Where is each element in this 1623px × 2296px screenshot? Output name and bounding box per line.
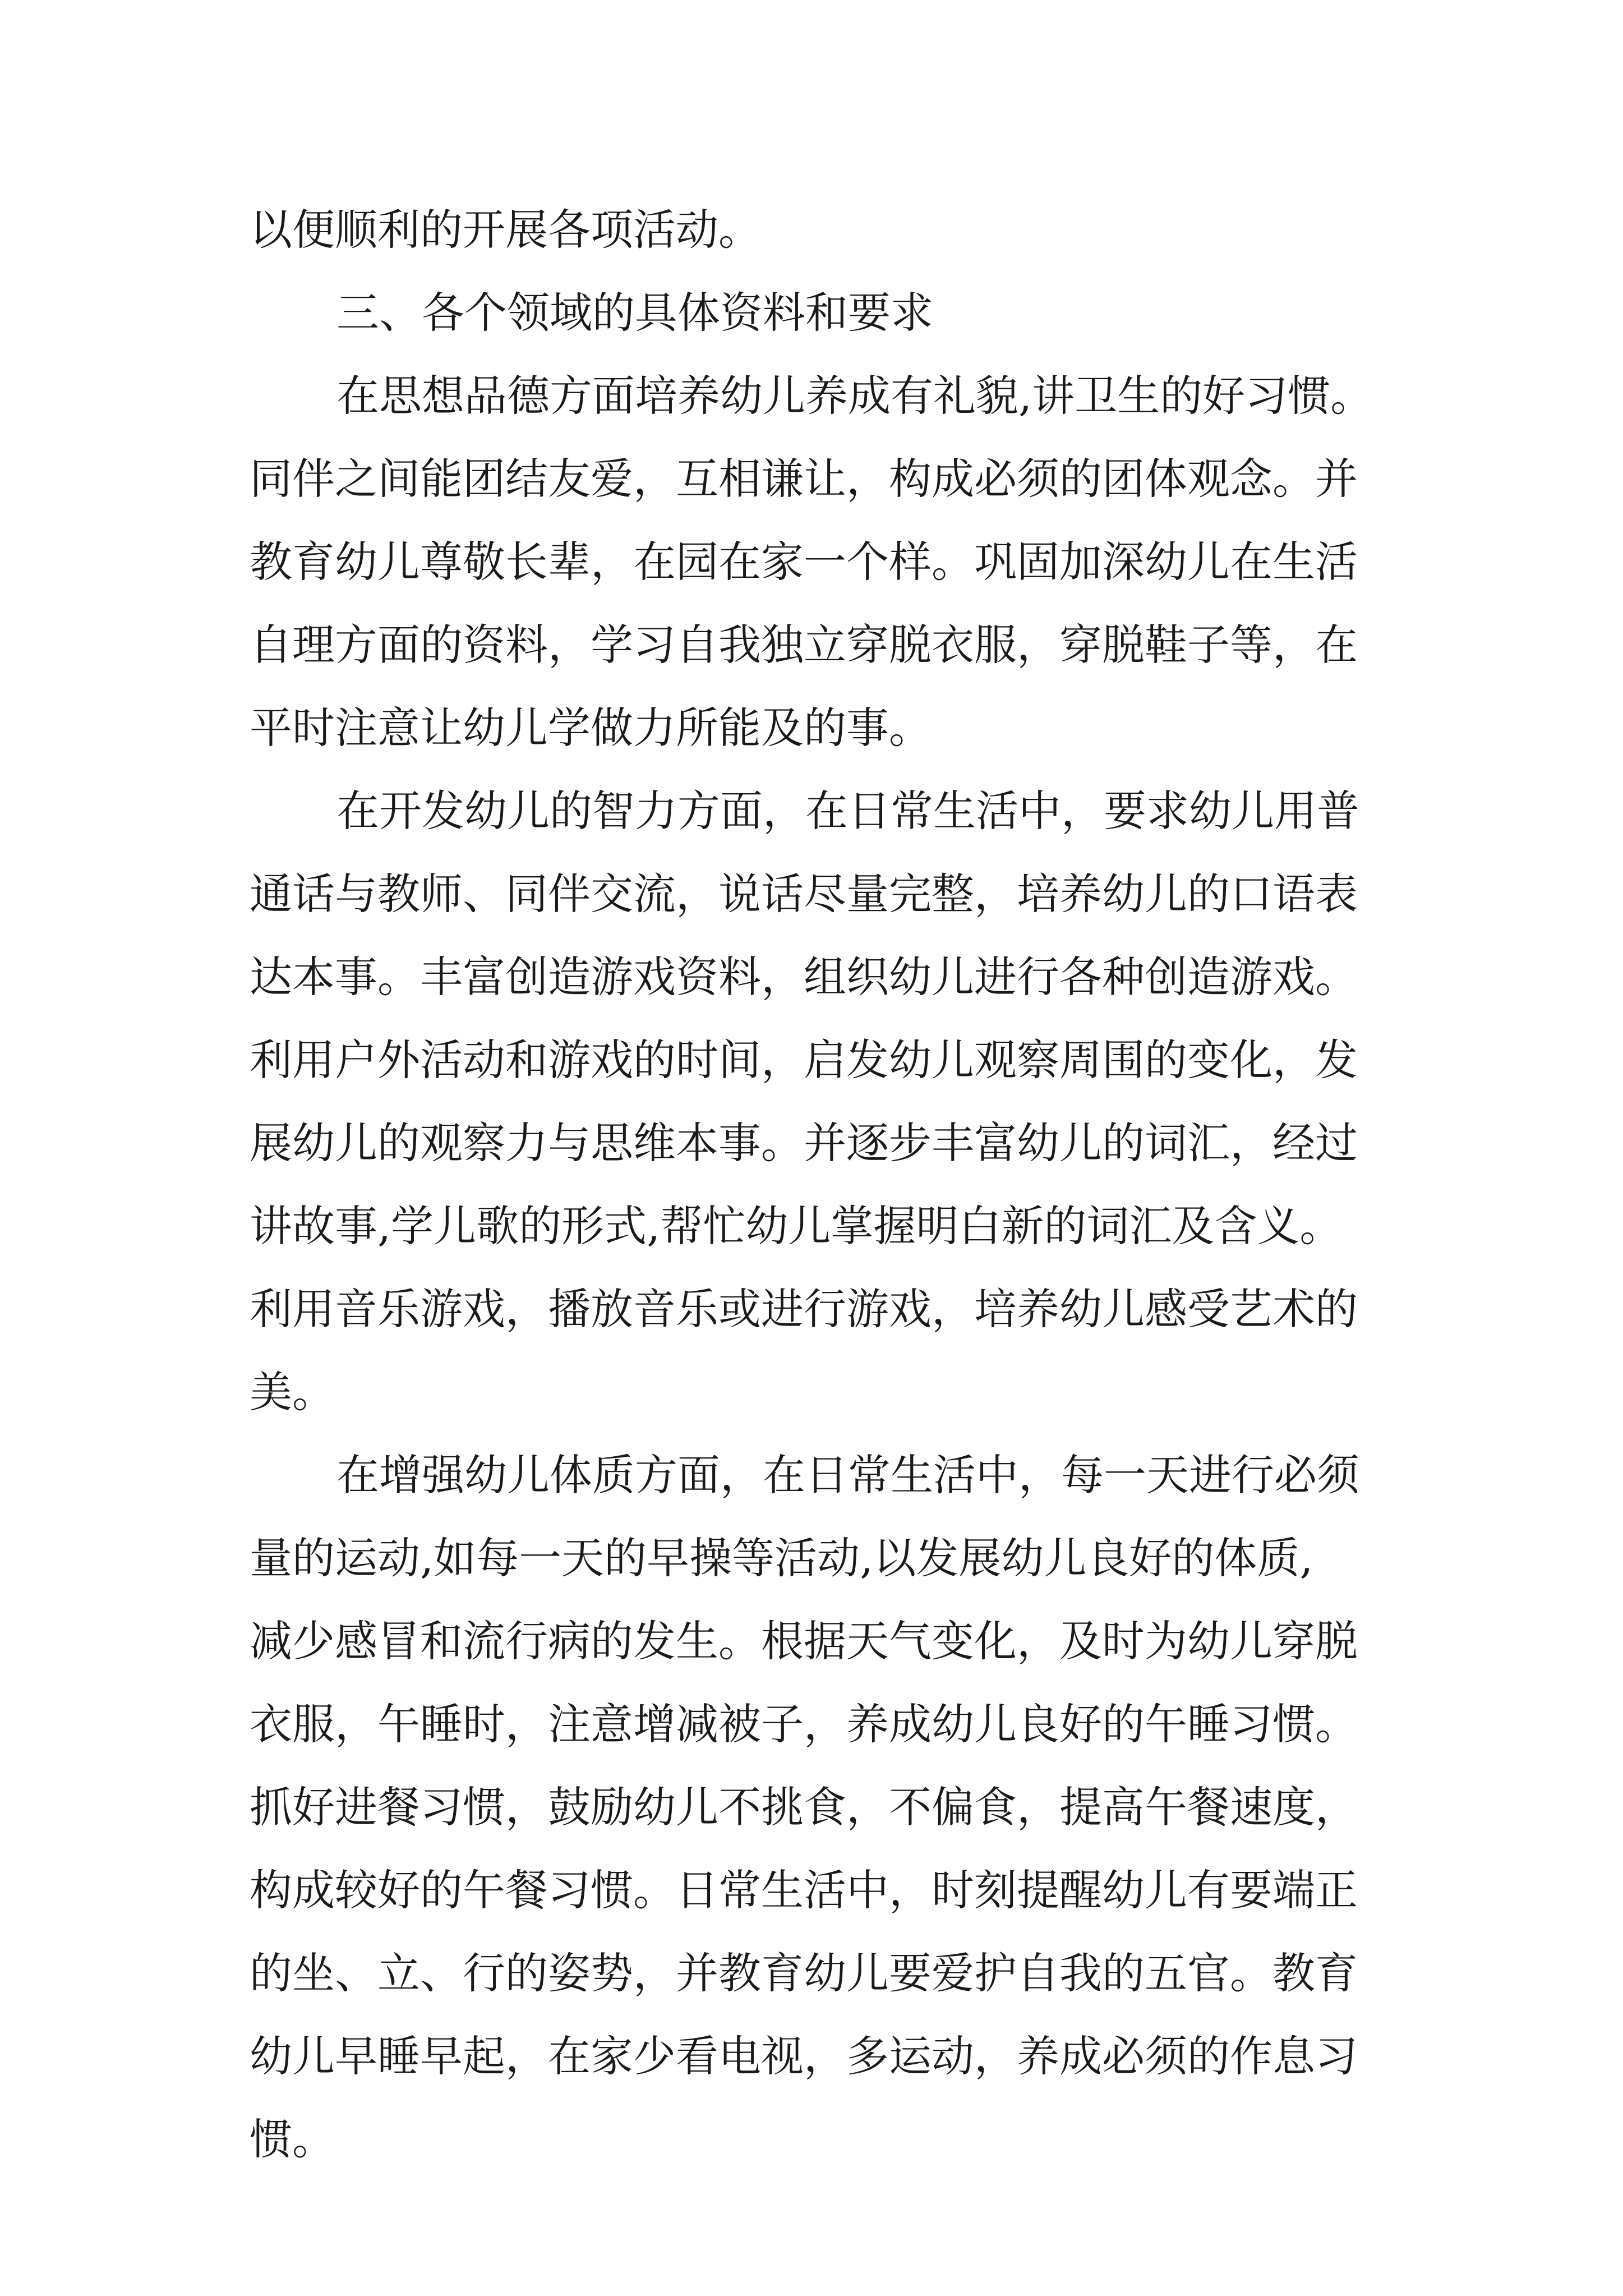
paragraph-line: 的坐、立、行的姿势，并教育幼儿要爱护自我的五官。教育 <box>250 1948 1358 1998</box>
paragraph-line: 展幼儿的观察力与思维本事。并逐步丰富幼儿的词汇，经过 <box>250 1118 1358 1168</box>
paragraph-line: 讲故事,学儿歌的形式,帮忙幼儿掌握明白新的词汇及含义。 <box>250 1201 1343 1251</box>
paragraph-line: 构成较好的午餐习惯。日常生活中，时刻提醒幼儿有要端正 <box>250 1865 1358 1915</box>
paragraph-line: 以便顺利的开展各项活动。 <box>250 205 761 255</box>
section-heading: 三、各个领域的具体资料和要求 <box>336 288 933 338</box>
paragraph-line: 利用音乐游戏，播放音乐或进行游戏，培养幼儿感受艺术的 <box>250 1284 1358 1334</box>
paragraph-line: 利用户外活动和游戏的时间，启发幼儿观察周围的变化，发 <box>250 1035 1358 1085</box>
paragraph-line: 同伴之间能团结友爱，互相谦让，构成必须的团体观念。并 <box>250 454 1358 504</box>
paragraph-line: 衣服，午睡时，注意增减被子，养成幼儿良好的午睡习惯。 <box>250 1699 1358 1749</box>
paragraph-line: 在增强幼儿体质方面，在日常生活中，每一天进行必须 <box>336 1450 1359 1500</box>
paragraph-line: 自理方面的资料，学习自我独立穿脱衣服，穿脱鞋子等，在 <box>250 620 1358 670</box>
paragraph-line: 在开发幼儿的智力方面，在日常生活中，要求幼儿用普 <box>336 786 1359 836</box>
paragraph-line: 减少感冒和流行病的发生。根据天气变化，及时为幼儿穿脱 <box>250 1616 1358 1666</box>
paragraph-line: 惯。 <box>250 2114 335 2164</box>
paragraph-line: 达本事。丰富创造游戏资料，组织幼儿进行各种创造游戏。 <box>250 952 1358 1002</box>
paragraph-line: 幼儿早睡早起，在家少看电视，多运动，养成必须的作息习 <box>250 2031 1358 2081</box>
paragraph-line: 量的运动,如每一天的早操等活动,以发展幼儿良好的体质, <box>250 1533 1313 1583</box>
paragraph-line: 美。 <box>250 1367 335 1417</box>
paragraph-line: 通话与教师、同伴交流，说话尽量完整，培养幼儿的口语表 <box>250 869 1358 919</box>
paragraph-line: 抓好进餐习惯，鼓励幼儿不挑食，不偏食，提高午餐速度， <box>250 1782 1358 1832</box>
paragraph-line: 平时注意让幼儿学做力所能及的事。 <box>250 703 932 753</box>
paragraph-line: 教育幼儿尊敬长辈，在园在家一个样。巩固加深幼儿在生活 <box>250 537 1358 587</box>
paragraph-line: 在思想品德方面培养幼儿养成有礼貌,讲卫生的好习惯。 <box>336 371 1373 421</box>
